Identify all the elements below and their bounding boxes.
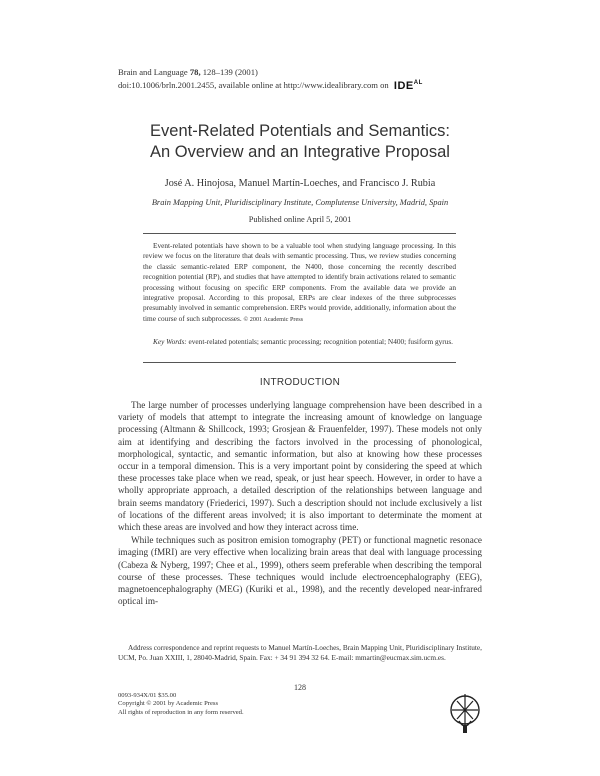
journal-volume: 78, [189, 67, 201, 77]
keywords [143, 337, 456, 347]
authors: José A. Hinojosa, Manuel Martín-Loeches, and Francisco J. Rubia [164, 178, 436, 189]
abstract-text: Event-related potentials have shown to be a valuable tool when studying language processing. In this review we focus on the literature that deals with semantic processing. Thus, we review studies concerning the classic semantic-related ERP component, the N400, those concerning the recently described recognition potential (RP), and studies that have attempted to identify brain activations related to semantic processing without focusing on specific ERP components. From the available data we provide an integrative proposal. According to this proposal, ERPs are clear indexes of the three subprocesses presumably involved in semantic comprehension. ERPs would provide, additionally, information about the time course of such subprocesses. [143, 241, 456, 323]
keywords-label: Key Words: [153, 337, 187, 346]
journal-header [118, 67, 423, 92]
abstract-rule-bottom [143, 362, 456, 363]
abstract [143, 241, 456, 325]
ideal-logo-sup: AL [413, 80, 423, 86]
ideal-logo-text: IDE [393, 80, 414, 92]
title-line-1: Event-Related Potentials and Semantics: [150, 122, 450, 140]
doi-line: doi:10.1006/brln.2001.2455, available online at http://www.idealibrary.com on [118, 80, 389, 90]
body-text [118, 399, 482, 607]
copyright-line-3: All rights of reproduction in any form reserved. [118, 708, 244, 716]
paragraph-2: While techniques such as positron emision tomography (PET) or functional magnetic resonace imaging (fMRI) are very effective when localizing brain areas that deal with language processing (Cabeza & Nyberg, 1997; Chee et al., 1999), others seem preferable when describing the temporal course of these processes. These techniques would include electroencephalography (EEG), magnetoencephalography (MEG) (Kuriki et al., 1998), and the recently developed near-infrared optical im- [118, 535, 482, 607]
journal-name: Brain and Language [118, 67, 188, 77]
copyright-block [118, 692, 244, 717]
paragraph-1: The large number of processes underlying language comprehension have been described in a variety of models that attempt to integrate the increasing amount of knowledge on language processing (Altmann & Shillcock, 1993; Grosjean & Frauenfelder, 1997). These models not only aim at identifying and describing the factors involved in the processing of phonological, morphological, syntactic, and semantic information, but also at knowing how these processes occur in a temporal dimension. This is a very important point by considering the speed at which these processes take place when we read, speak, or just hear speech. However, in order to have a wholly appropriate approach, a detailed description of the relationships between language and brain seems mandatory (Friederici, 1997). Such a description should not include exclusively a list of locations of the different areas involved; it is also important to determinate the moment at which these areas are involved and how they interact across time. [118, 400, 482, 533]
copyright-line-2: Copyright © 2001 by Academic Press [118, 700, 219, 708]
article-title [0, 121, 600, 163]
correspondence-footnote: Address correspondence and reprint requests to Manuel Martín-Loeches, Brain Mapping Unit, Pluridisciplinary Institute, UCM, Po. Juan XXIII, 1, 28040-Madrid, Spain. Fax: + 34 91 394 32 64. E-mail: mmartin@eucmax.sim.ucm.es. [118, 643, 482, 663]
copyright-line-1: 0093-934X/01 $35.00 [118, 692, 177, 699]
page-number: 128 [294, 683, 306, 692]
journal-pages: 128–139 (2001) [202, 67, 258, 77]
affiliation: Brain Mapping Unit, Pluridisciplinary Institute, Complutense University, Madrid, Spain [151, 198, 449, 207]
ideal-logo [394, 78, 423, 92]
abstract-copyright: © 2001 Academic Press [243, 315, 304, 323]
section-heading-introduction: INTRODUCTION [259, 377, 341, 388]
title-line-2: An Overview and an Integrative Proposal [150, 143, 450, 161]
abstract-rule-top [143, 233, 456, 234]
published-date: Published online April 5, 2001 [248, 215, 352, 224]
keywords-text: event-related potentials; semantic processing; recognition potential; N400; fusiform gyrus. [188, 337, 453, 346]
academic-press-logo [448, 691, 482, 735]
